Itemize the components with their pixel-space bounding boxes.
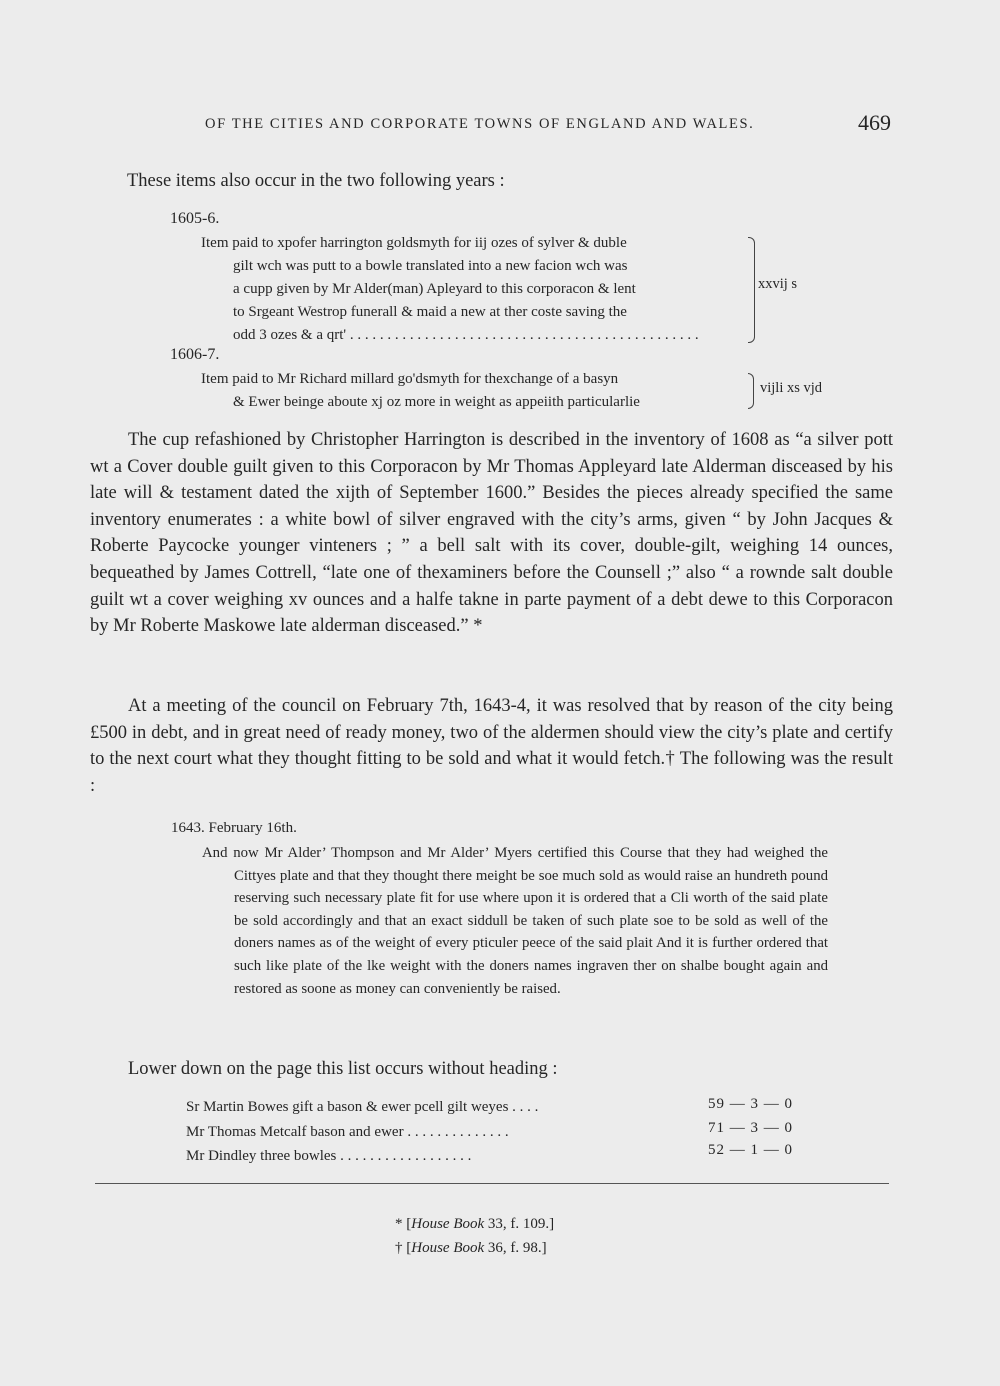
footnote-ref: 33, f. 109.] bbox=[487, 1216, 555, 1232]
entry-line: odd 3 ozes & a qrt' . . . . . . . . . . . . . . . . . . . . . . . . . . . . . . . . . . . . . . . . . . . . . . . bbox=[233, 327, 699, 343]
entry-line: to Srgeant Westrop funerall & maid a new at ther coste saving the bbox=[233, 304, 627, 320]
plate-list-item-weight: 52 — 1 — 0 bbox=[708, 1142, 793, 1158]
page-number: 469 bbox=[858, 110, 891, 135]
plate-list-item-weight: 71 — 3 — 0 bbox=[708, 1120, 793, 1136]
list-intro: Lower down on the page this list occurs without heading : bbox=[128, 1059, 558, 1079]
brace bbox=[748, 373, 754, 409]
account-entry-1606 bbox=[201, 368, 761, 416]
year-heading-1605: 1605-6. bbox=[170, 210, 220, 227]
body-paragraph-1 bbox=[90, 427, 893, 640]
entry-line: Item paid to Mr Richard millard go'dsmyth for thexchange of a basyn bbox=[201, 371, 619, 387]
entry-total: vijli xs vjd bbox=[760, 380, 823, 396]
account-entry-1605 bbox=[201, 232, 761, 352]
footnote-mark: * bbox=[395, 1216, 403, 1232]
year-heading-1606: 1606-7. bbox=[170, 346, 220, 363]
body-paragraph-2 bbox=[90, 693, 893, 799]
footnote: † [House Book 36, f. 98.] bbox=[395, 1240, 547, 1256]
plate-list-item-label: Mr Thomas Metcalf bason and ewer . . . . . . . . . . . . . . bbox=[186, 1124, 509, 1140]
record-heading-1643: 1643. February 16th. bbox=[171, 820, 297, 836]
footnote-ref: 36, f. 98.] bbox=[487, 1240, 547, 1256]
plate-list-item-weight: 59 — 3 — 0 bbox=[708, 1096, 793, 1112]
running-head: OF THE CITIES AND CORPORATE TOWNS OF ENGLAND AND WALES. bbox=[205, 116, 755, 132]
footnote: * [House Book 33, f. 109.] bbox=[395, 1216, 555, 1232]
entry-total: xxvij s bbox=[758, 276, 798, 292]
footnote-source: House Book bbox=[411, 1240, 485, 1256]
intro-sentence: These items also occur in the two following years : bbox=[127, 171, 505, 191]
council-record-1643: And now Mr Alder’ Thompson and Mr Alder’ Myers certified this Course that they had weighed the Cittyes plate and that they thought there meight be soe much sold as would raise an hundreth pound reserving such necessary plate fit for use where upon it is ordered that a Cli worth of the said plate be sold accordingly and that an exact siddull be taken of such plate soe to be sold as well of the doners names as of the weight of every pticuler peece of the said plait And it is further ordered that such like plate of the lke weight with the doners names ingraven ther on shalbe bought again and restored as soone as money can conveniently be raised. bbox=[202, 845, 828, 997]
entry-line: & Ewer beinge aboute xj oz more in weight as appeiith particularlie bbox=[233, 394, 640, 410]
footnote-mark: † bbox=[395, 1240, 403, 1256]
brace bbox=[748, 237, 755, 343]
entry-line: gilt wch was putt to a bowle translated into a new facion wch was bbox=[233, 258, 628, 274]
footnote-rule bbox=[95, 1183, 889, 1184]
entry-line: Item paid to xpofer harrington goldsmyth for iij ozes of sylver & duble bbox=[201, 235, 627, 251]
entry-line: a cupp given by Mr Alder(man) Apleyard to this corporacon & lent bbox=[233, 281, 636, 297]
footnote-source: House Book bbox=[411, 1216, 485, 1232]
paragraph-text: The cup refashioned by Christopher Harrington is described in the inventory of 1608 as “a silver pott wt a Cover double guilt given to this Corporacon by Mr Thomas Appleyard late Alderman disceased by his late will & testament dated the xijth of September 1600.” Besides the pieces already specified the same inventory enumerates : a white bowl of silver engraved with the city’s arms, given “ by John Jacques & Roberte Paycocke younger vinteners ; ” a bell salt with its cover, double-gilt, weighing 14 ounces, bequeathed by James Cottrell, “late one of thexaminers before the Counsell ;” also “ a rownde salt double guilt wt a cover weighing xv ounces and a halfe takne in parte payment of a debt dewe to this Corporacon by Mr Roberte Maskowe late alderman disceased.” * bbox=[90, 430, 893, 637]
paragraph-text: At a meeting of the council on February 7th, 1643-4, it was resolved that by reason of the city being £500 in debt, and in great need of ready money, two of the aldermen should view the city’s plate and certify to the next court what they thought fitting to be sold and what it would fetch.† The following was the result : bbox=[90, 696, 893, 796]
plate-list-item-label: Mr Dindley three bowles . . . . . . . . . . . . . . . . . . bbox=[186, 1148, 472, 1164]
plate-list-item-label: Sr Martin Bowes gift a bason & ewer pcell gilt weyes . . . . bbox=[186, 1099, 539, 1115]
